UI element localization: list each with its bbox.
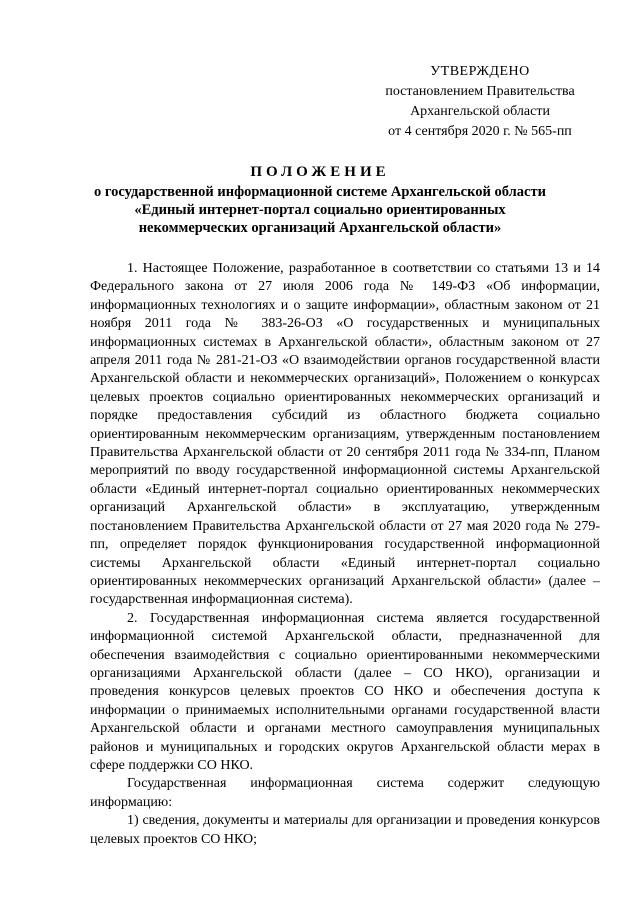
title-line-2: «Единый интернет-портал социально ориентированных: [134, 202, 506, 218]
title-line-1: о государственной информационной системе Архангельской области: [94, 184, 546, 200]
document-title: [60, 163, 580, 237]
approval-line-3: от 4 сентября 2020 г. № 565-пп: [388, 124, 572, 139]
paragraph-3: Государственная информационная система содержит следующую информацию:: [90, 776, 600, 810]
list-item-1: 1) сведения, документы и материалы для организации и проведения конкурсов целевых проектов СО НКО;: [90, 813, 600, 847]
title-heading: ПОЛОЖЕНИЕ: [250, 164, 390, 180]
approval-block: [360, 62, 600, 142]
title-line-3: некоммерческих организаций Архангельской области»: [138, 220, 502, 236]
paragraph-2: 2. Государственная информационная система является государственной информационной системой Архангельской области, предназначенной для обеспечения взаимодействия с социально ориентированными некоммерческими организациями Архангельской области (далее – СО НКО), организации и проведения конкурсов целевых проектов СО НКО и обеспечения доступа к информации о принимаемых исполнительными органами государственной власти Архангельской области и органами местного самоуправления муниципальных районов и муниципальных и городских округов Архангельской области мерах в сфере поддержки СО НКО.: [90, 610, 600, 773]
paragraph-1: 1. Настоящее Положение, разработанное в соответствии со статьями 13 и 14 Федерального закона от 27 июля 2006 года № 149-ФЗ «Об информации, информационных технологиях и о защите информации», областным законом от 21 ноября 2011 года № 383-26-ОЗ «О государственных и муниципальных информационных системах в Архангельской области», областным законом от 27 апреля 2011 года № 281-21-ОЗ «О взаимодействии органов государственной власти Архангельской области и некоммерческих организаций», Положением о конкурсах целевых проектов социально ориентированных некоммерческих организаций и порядке предоставления субсидий из областного бюджета социально ориентированным некоммерческим организациям, утвержденным постановлением Правительства Архангельской области от 20 сентября 2011 года № 334-пп, Планом мероприятий по вводу государственной информационной системы Архангельской области «Единый интернет-портал социально ориентированных некоммерческих организаций Архангельской области» в эксплуатацию, утвержденным постановлением Правительства Архангельской области от 27 мая 2020 года № 279-пп, определяет порядок функционирования государственной информационной системы Архангельской области «Единый интернет-портал социально ориентированных некоммерческих организаций Архангельской области» (далее – государственная информационная система).: [90, 261, 600, 608]
document-body: [90, 260, 600, 849]
approval-line-2: Архангельской области: [410, 104, 550, 119]
approval-line-1: постановлением Правительства: [385, 84, 575, 99]
approval-stamp: УТВЕРЖДЕНО: [430, 64, 530, 79]
